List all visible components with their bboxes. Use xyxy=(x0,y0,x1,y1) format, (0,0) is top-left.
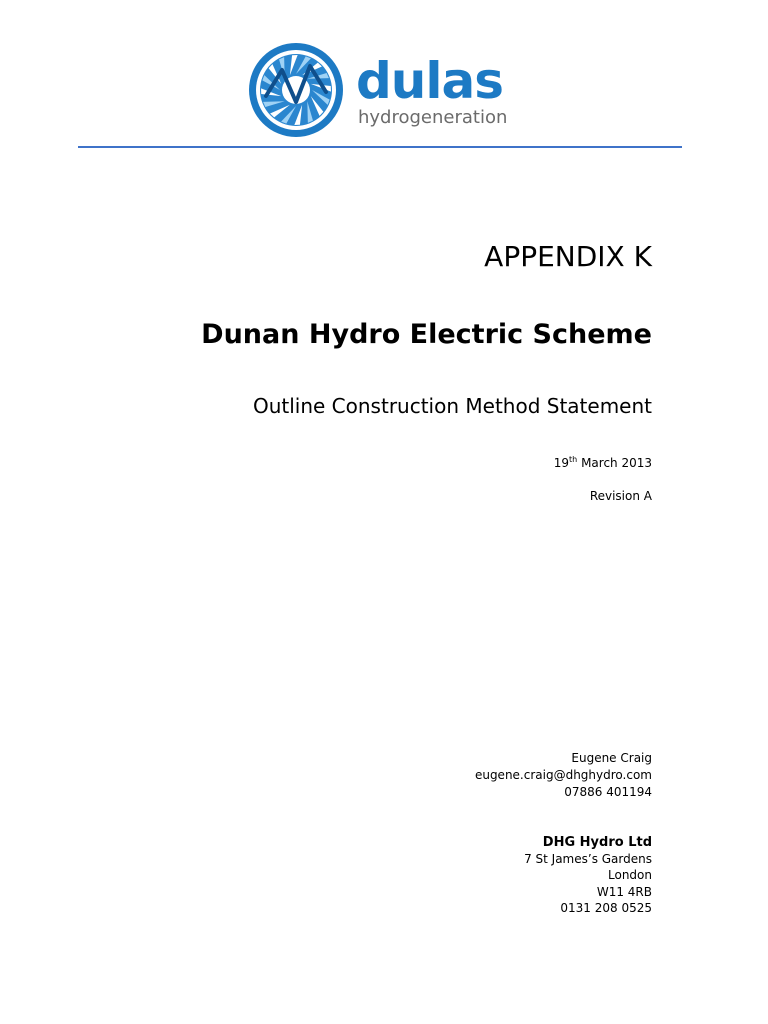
header-divider xyxy=(78,146,682,148)
company-address xyxy=(524,851,652,917)
document-date xyxy=(554,455,652,471)
revision-label: Revision A xyxy=(589,489,652,503)
date-suffix: th xyxy=(569,455,578,464)
author-email: eugene.craig@dhghydro.com xyxy=(474,768,652,782)
document-title: Dunan Hydro Electric Scheme xyxy=(201,319,652,350)
address-line-3: W11 4RB xyxy=(596,884,652,899)
address-line-2: London xyxy=(608,868,652,883)
logo-wordmark: dulas xyxy=(356,52,504,110)
author-phone: 07886 401194 xyxy=(564,785,652,799)
document-subtitle: Outline Construction Method Statement xyxy=(252,394,652,418)
address-line-1: 7 St James’s Gardens xyxy=(524,852,652,866)
author-name: Eugene Craig xyxy=(571,751,652,765)
date-day: 19 xyxy=(553,456,570,470)
appendix-label: APPENDIX K xyxy=(484,240,652,273)
dulas-logo xyxy=(246,40,522,140)
logo-tagline: hydrogeneration xyxy=(358,107,508,128)
company-name: DHG Hydro Ltd xyxy=(542,835,652,850)
date-rest: March 2013 xyxy=(577,456,652,470)
company-phone: 0131 208 0525 xyxy=(560,901,652,916)
turbine-logo-icon xyxy=(246,40,346,140)
author-contact xyxy=(475,750,652,801)
